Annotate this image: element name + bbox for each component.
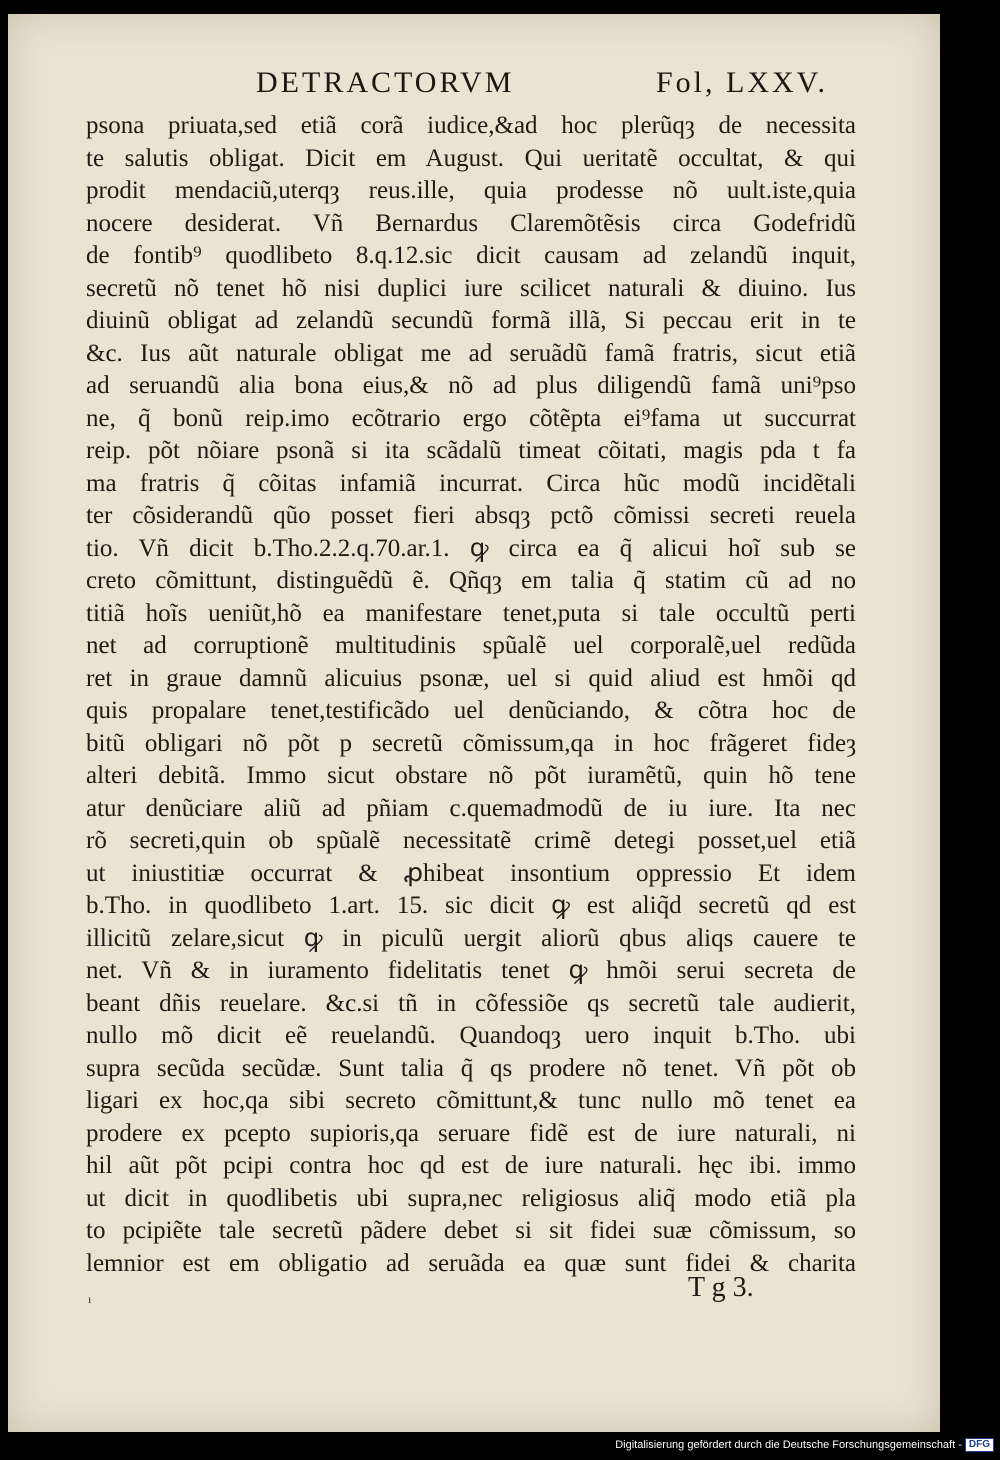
book-page: [8, 14, 940, 1432]
text-line: ut iniustitiæ occurrat & ꝓhibeat insontium oppressio Et idem: [86, 859, 856, 887]
dfg-logo: DFG: [965, 1438, 994, 1452]
text-line: psona priuata,sed etiã corã iudice,&ad hoc plerũqȝ de necessita: [86, 112, 856, 139]
stray-mark: ı: [88, 1292, 92, 1306]
text-line: ad seruandũ alia bona eius,& nõ ad plus diligendũ famã uni⁹pso: [86, 372, 856, 399]
text-line: ligari ex hoc,qa sibi secreto cõmittunt,& tunc nullo mõ tenet ea: [86, 1087, 856, 1114]
folio-number: Fol, LXXV.: [656, 66, 828, 99]
text-line: bitũ obligari nõ põt p secretũ cõmissum,qa in hoc frãgeret fideȝ: [86, 729, 856, 757]
text-line: illicitũ zelare,sicut ꝙ in piculũ uergit aliorũ qbus aliqs cauere te: [86, 924, 856, 952]
body-text: [86, 110, 856, 1280]
text-line: quis propalare tenet,testificãdo uel denũciando, & cõtra hoc de: [86, 697, 856, 724]
text-line: prodere ex pcepto supioris,qa seruare fidẽ est de iure naturali, ni: [86, 1119, 856, 1147]
text-line: hil aũt põt pcipi contra hoc qd est de iure naturali. hęc ibi. immo: [86, 1152, 856, 1179]
text-line: b.Tho. in quodlibeto 1.art. 15. sic dicit ꝙ est aliq̃d secretũ qd est: [86, 892, 856, 919]
text-line: diuinũ obligat ad zelandũ secundũ formã illã, Si peccau erit in te: [86, 307, 856, 334]
text-line: net. Vñ & in iuramento fidelitatis tenet ꝙ hmõi serui secreta de: [86, 957, 856, 984]
text-line: nullo mõ dicit eẽ reuelandũ. Quandoqȝ uero inquit b.Tho. ubi: [86, 1022, 856, 1049]
text-line: net ad corruptionẽ multitudinis spũalẽ uel corporalẽ,uel redũda: [86, 632, 856, 659]
credit-text: Digitalisierung gefördert durch die Deutsche Forschungsgemeinschaft -: [615, 1439, 962, 1451]
text-line: lemnior est em obligatio ad seruãda ea quæ sunt fidei & charita: [86, 1249, 856, 1277]
text-line: alteri debitã. Immo sicut obstare nõ põt iuramẽtũ, quin hõ tene: [86, 762, 856, 789]
text-line: to pcipiẽte tale secretũ pãdere debet si sit fidei suæ cõmissum, so: [86, 1217, 856, 1244]
text-line: atur denũciare aliũ ad pñiam c.quemadmodũ de iu iure. Ita nec: [86, 794, 856, 822]
text-line: ne, q̃ bonũ reip.imo ecõtrario ergo cõtẽpta ei⁹fama ut succurrat: [86, 404, 856, 432]
text-line: &c. Ius aũt naturale obligat me ad seruãdũ famã fratris, sicut etiã: [86, 339, 856, 367]
text-line: creto cõmittunt, distinguẽdũ ẽ. Qñqȝ em talia q̃ statim cũ ad no: [86, 567, 856, 594]
text-line: nocere desiderat. Vñ Bernardus Claremõtẽsis circa Godefridũ: [86, 209, 856, 237]
text-line: prodit mendaciũ,uterqȝ reus.ille, quia prodesse nõ uult.iste,quia: [86, 177, 856, 204]
text-line: te salutis obligat. Dicit em August. Qui ueritatẽ occultat, & qui: [86, 144, 856, 172]
signature-mark: T g 3.: [688, 1272, 754, 1303]
text-line: rõ secreti,quin ob spũalẽ necessitatẽ crimẽ detegi posset,uel etiã: [86, 827, 856, 854]
text-line: secretũ nõ tenet hõ nisi duplici iure scilicet naturali & diuino. Ius: [86, 274, 856, 302]
digitization-credit: [615, 1438, 994, 1452]
text-line: beant dñis reuelare. &c.si tñ in cõfessiõe qs secretũ tale audierit,: [86, 989, 856, 1017]
page-header: [256, 66, 856, 106]
text-line: ter cõsiderandũ qũo posset fieri absqȝ pctõ cõmissi secreti reuela: [86, 502, 856, 529]
text-line: ret in graue damnũ alicuius psonæ, uel si quid aliud est hmõi qd: [86, 664, 856, 692]
text-line: ut dicit in quodlibetis ubi supra,nec religiosus aliq̃ modo etiã pla: [86, 1184, 856, 1212]
text-line: reip. põt nõiare psonã si ita scãdalũ timeat cõitati, magis pda t fa: [86, 437, 856, 464]
text-line: tio. Vñ dicit b.Tho.2.2.q.70.ar.1. ꝙ circa ea q̃ alicui hoĩ sub se: [86, 534, 856, 562]
text-line: supra secũda secũdæ. Sunt talia q̃ qs prodere nõ tenet. Vñ põt ob: [86, 1054, 856, 1082]
text-line: ma fratris q̃ cõitas infamiã incurrat. Circa hũc modũ incidẽtali: [86, 469, 856, 497]
text-line: titiã hoĩs ueniũt,hõ ea manifestare tenet,puta si tale occultũ perti: [86, 599, 856, 627]
text-line: de fontib⁹ quodlibeto 8.q.12.sic dicit causam ad zelandũ inquit,: [86, 242, 856, 269]
running-title: DETRACTORVM: [256, 66, 515, 99]
